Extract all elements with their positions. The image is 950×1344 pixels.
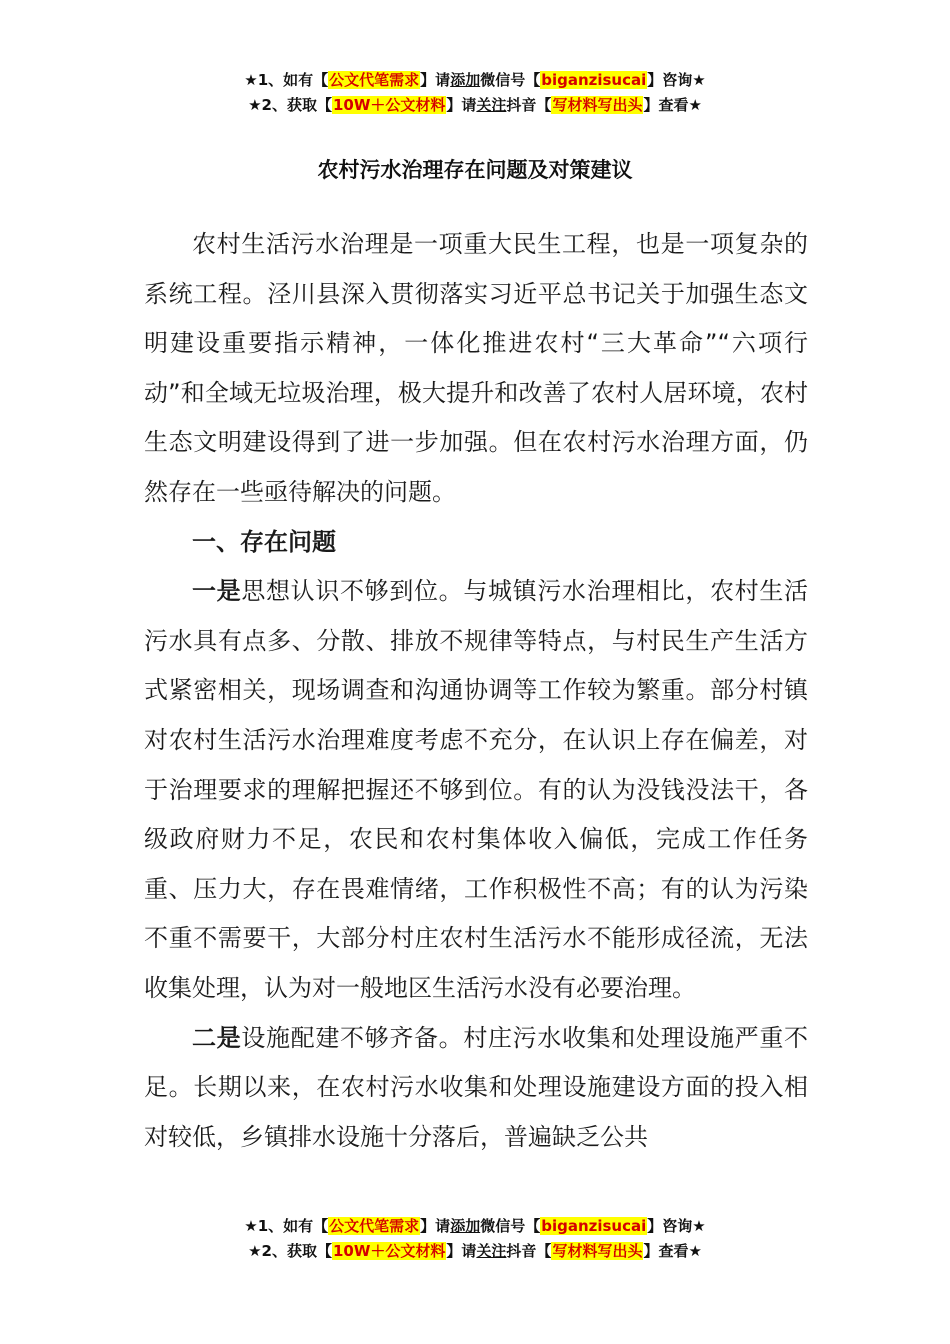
notice-highlight: 写材料写出头 — [552, 1242, 643, 1260]
notice-line-2 — [0, 1239, 950, 1264]
notice-highlight: 公文代笔需求 — [329, 1217, 420, 1235]
intro-paragraph: 农村生活污水治理是一项重大民生工程，也是一项复杂的系统工程。泾川县深入贯彻落实习近平总书记关于加强生态文明建设重要指示精神，一体化推进农村“三大革命”“六项行动”和全域无垃圾治理，极大提升和改善了农村人居环境，农村生态文明建设得到了进一步加强。但在农村污水治理方面，仍然存在一些亟待解决的问题。 — [144, 230, 808, 506]
notice-text: 】请 — [420, 71, 451, 89]
notice-underline: 添加 — [450, 1217, 481, 1235]
notice-text: ★1、如有【 — [244, 71, 329, 89]
notice-text: ★1、如有【 — [244, 1217, 329, 1235]
paragraph-lead: 一是 — [192, 577, 242, 606]
section-heading: 一、存在问题 — [192, 527, 336, 556]
notice-underline: 关注 — [476, 96, 507, 114]
notice-text: 抖音【 — [506, 1242, 552, 1260]
paragraph-text: 设施配建不够齐备。村庄污水收集和处理设施严重不足。长期以来，在农村污水收集和处理设施建设方面的投入相对较低，乡镇排水设施十分落后，普遍缺乏公共 — [144, 1023, 809, 1151]
notice-underline: 添加 — [450, 71, 481, 89]
paragraph-1 — [144, 567, 808, 1013]
notice-text: 】请 — [446, 96, 477, 114]
paragraph-2 — [144, 1014, 808, 1163]
notice-underline: 关注 — [476, 1242, 507, 1260]
notice-text: 】请 — [420, 1217, 451, 1235]
paragraph-lead: 二是 — [192, 1023, 242, 1052]
notice-highlight: 写材料写出头 — [552, 96, 643, 114]
notice-line-2 — [0, 93, 950, 118]
notice-text: 微信号【 — [480, 1217, 541, 1235]
notice-highlight: 10W＋公文材料 — [332, 1242, 446, 1260]
notice-text: 】查看★ — [643, 1242, 702, 1260]
notice-text: 】咨询★ — [647, 71, 706, 89]
header-notice — [0, 68, 950, 118]
notice-line-1 — [0, 68, 950, 93]
notice-highlight: 10W＋公文材料 — [332, 96, 446, 114]
notice-highlight: 公文代笔需求 — [329, 71, 420, 89]
notice-highlight: biganzisucai — [541, 1217, 647, 1235]
footer-notice — [0, 1214, 950, 1264]
notice-text: ★2、获取【 — [248, 96, 332, 114]
notice-line-1 — [0, 1214, 950, 1239]
notice-text: ★2、获取【 — [248, 1242, 332, 1260]
notice-text: 抖音【 — [506, 96, 552, 114]
notice-text: 】查看★ — [643, 96, 702, 114]
notice-highlight: biganzisucai — [541, 71, 647, 89]
notice-text: 】请 — [446, 1242, 477, 1260]
document-title: 农村污水治理存在问题及对策建议 — [317, 158, 633, 182]
paragraph-text: 思想认识不够到位。与城镇污水治理相比，农村生活污水具有点多、分散、排放不规律等特点，与村民生产生活方式紧密相关，现场调查和沟通协调等工作较为繁重。部分村镇对农村生活污水治理难度考虑不充分，在认识上存在偏差，对于治理要求的理解把握还不够到位。有的认为没钱没法干，各级政府财力不足，农民和农村集体收入偏低，完成工作任务重、压力大，存在畏难情绪，工作积极性不高；有的认为污染不重不需要干，大部分村庄农村生活污水不能形成径流，无法收集处理，认为对一般地区生活污水没有必要治理。 — [144, 577, 809, 1002]
notice-text: 微信号【 — [480, 71, 541, 89]
document-body — [144, 220, 808, 1162]
notice-text: 】咨询★ — [647, 1217, 706, 1235]
